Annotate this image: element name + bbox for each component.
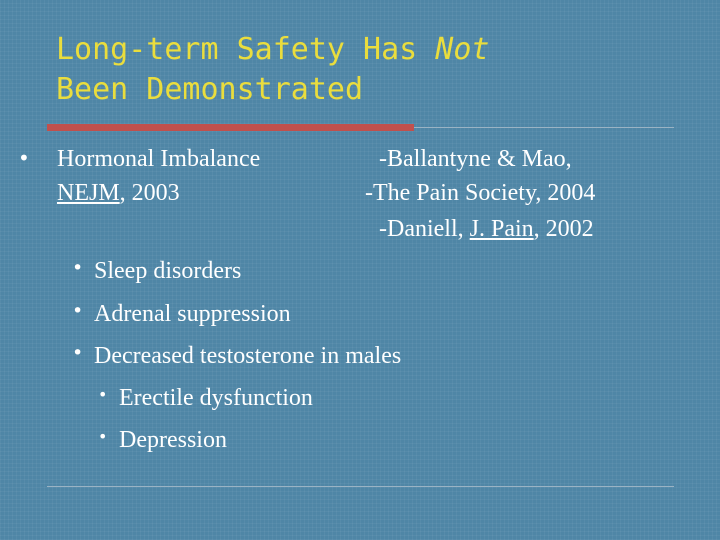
sub-bullet-2: Adrenal suppression	[94, 301, 291, 327]
title-text-part-1: Long-term Safety Has	[56, 32, 436, 67]
main-point-citation	[57, 176, 180, 210]
title-line-2: Been Demonstrated	[56, 72, 364, 107]
title-emphasis: Not	[435, 32, 490, 67]
sub-bullet-3: Decreased testosterone in males	[94, 343, 402, 369]
reference-3-year: , 2002	[533, 216, 594, 242]
sub-sub-bullet-1: Erectile dysfunction	[119, 385, 313, 411]
reference-3	[379, 212, 594, 246]
bottom-divider-line	[47, 486, 674, 487]
sub-sub-bullet-2: Depression	[119, 427, 227, 453]
title-divider-line	[414, 127, 674, 128]
reference-3-journal: J. Pain	[469, 216, 534, 242]
title-line-1	[56, 30, 656, 70]
main-point-label: Hormonal Imbalance	[57, 146, 261, 172]
title-accent-bar	[47, 124, 414, 131]
citation-year: , 2003	[119, 180, 180, 206]
citation-journal-nejm: NEJM	[57, 180, 120, 206]
reference-1: -Ballantyne & Mao,	[379, 146, 572, 172]
reference-3-author: -Daniell,	[379, 216, 470, 242]
round-bullet-icon: •	[72, 257, 84, 279]
slide-title	[56, 30, 656, 110]
round-bullet-icon: •	[72, 300, 84, 322]
reference-2: -The Pain Society, 2004	[365, 180, 596, 206]
round-bullet-icon: •	[98, 427, 108, 446]
round-bullet-icon: •	[18, 146, 30, 170]
round-bullet-icon: •	[98, 385, 108, 404]
sub-bullet-1: Sleep disorders	[94, 258, 242, 284]
round-bullet-icon: •	[72, 342, 84, 364]
